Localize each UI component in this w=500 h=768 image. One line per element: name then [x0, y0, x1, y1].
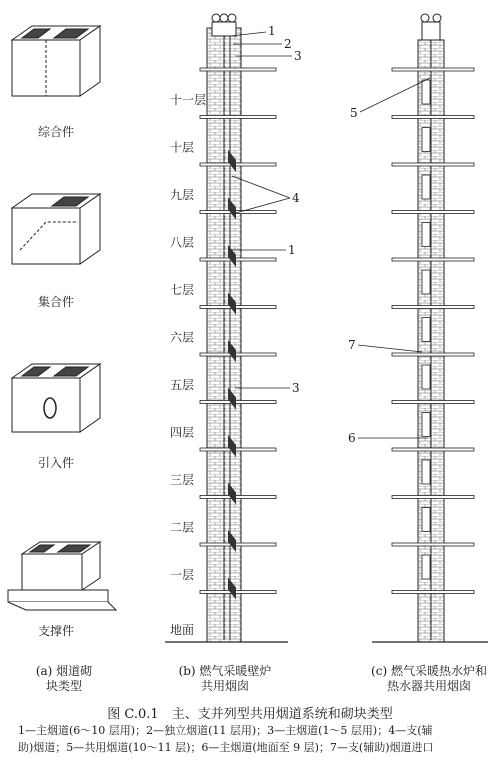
block-support-illustration [8, 542, 116, 610]
callout-b-2: 2 [284, 37, 292, 51]
floor-label: 地面 [170, 623, 195, 637]
callout-b-3b: 3 [292, 381, 300, 395]
floor-label: 五层 [170, 378, 195, 392]
floor-slab [200, 448, 276, 451]
subcaption-c-line2: 热水器共用烟囱 [386, 679, 471, 693]
floor-slab [200, 401, 276, 404]
legend-line-1: 1—主烟道(6～10 层用)；2—独立烟道(11 层用)；3—主烟道(1～5 层用)；4—支(辅 [18, 724, 433, 737]
floor-label: 九层 [170, 188, 195, 202]
figure-legend [18, 722, 488, 756]
floor-label: 六层 [170, 330, 195, 345]
floor-slab [392, 401, 474, 404]
floor-label: 七层 [170, 283, 195, 297]
floor-label: 四层 [170, 425, 195, 440]
floor-slab [392, 163, 474, 166]
inlet-mark [422, 270, 430, 294]
subcaption-a-line1: (a) 烟道砌 [35, 664, 93, 678]
floor-label: 三层 [170, 473, 195, 487]
subcaption-b-line2: 共用烟囱 [200, 679, 249, 693]
block-label-composite: 综合件 [38, 125, 75, 139]
inlet-mark [422, 318, 430, 342]
callout-b-1b: 1 [288, 243, 296, 257]
callout-c-6: 6 [348, 431, 356, 445]
callout-b-4: 4 [292, 191, 300, 205]
callout-c-7: 7 [348, 338, 356, 352]
floor-slab [200, 306, 276, 309]
floor-label: 八层 [170, 235, 195, 250]
floor-slab [392, 258, 474, 261]
block-collector-illustration [12, 194, 100, 264]
callout-b-3: 3 [294, 49, 302, 63]
figure-caption: 图 C.0.1 主、支并列型共用烟道系统和砌块类型 [107, 707, 393, 722]
block-label-collector: 集合件 [38, 295, 75, 309]
inlet-mark [422, 80, 430, 104]
floor-slab [200, 68, 276, 71]
floor-slab [392, 211, 474, 214]
floor-slab [200, 258, 276, 261]
inlet-mark [422, 555, 430, 579]
floor-slab [200, 116, 276, 119]
floor-labels [170, 92, 206, 637]
floor-slab [392, 591, 474, 594]
floor-slab [392, 68, 474, 71]
floor-label: 十层 [170, 140, 195, 155]
subcaption-c-line1: (c) 燃气采暖热水炉和 [371, 664, 487, 678]
floor-slab [392, 306, 474, 309]
block-composite-illustration [12, 26, 100, 96]
floor-slab [392, 496, 474, 499]
subcaption-b [160, 664, 290, 694]
subcaption-c [360, 664, 498, 694]
inlet-mark [422, 413, 430, 437]
inlet-mark [422, 175, 430, 199]
subcaption-b-line1: (b) 燃气采暖壁炉 [178, 664, 272, 678]
inlet-mark [422, 128, 430, 152]
floor-slab [200, 353, 276, 356]
floor-slab [200, 163, 276, 166]
floor-slab [392, 116, 474, 119]
legend-line-2: 助)烟道；5—共用烟道(10～11 层)；6—主烟道(地面至 9 层)；7—支(辅助)烟道进口 [18, 741, 434, 754]
inlet-mark [422, 223, 430, 247]
floor-slab [200, 591, 276, 594]
floor-label: 二层 [170, 520, 195, 535]
block-inlet-illustration [12, 364, 100, 432]
inlet-mark [422, 508, 430, 532]
floor-slab [200, 543, 276, 546]
subcaption-a-line2: 块类型 [45, 679, 82, 693]
block-label-inlet: 引入件 [38, 456, 75, 470]
floor-label: 一层 [170, 568, 195, 582]
floor-slab [392, 353, 474, 356]
floor-slab [392, 543, 474, 546]
floor-slab [392, 448, 474, 451]
subcaption-a [14, 664, 114, 694]
callout-b-1: 1 [268, 24, 276, 38]
inlet-mark [422, 460, 430, 484]
block-label-support: 支撑件 [38, 624, 75, 638]
callout-c-5: 5 [350, 106, 358, 120]
floor-slab [200, 496, 276, 499]
inlet-mark [422, 365, 430, 389]
floor-label: 十一层 [170, 93, 207, 107]
